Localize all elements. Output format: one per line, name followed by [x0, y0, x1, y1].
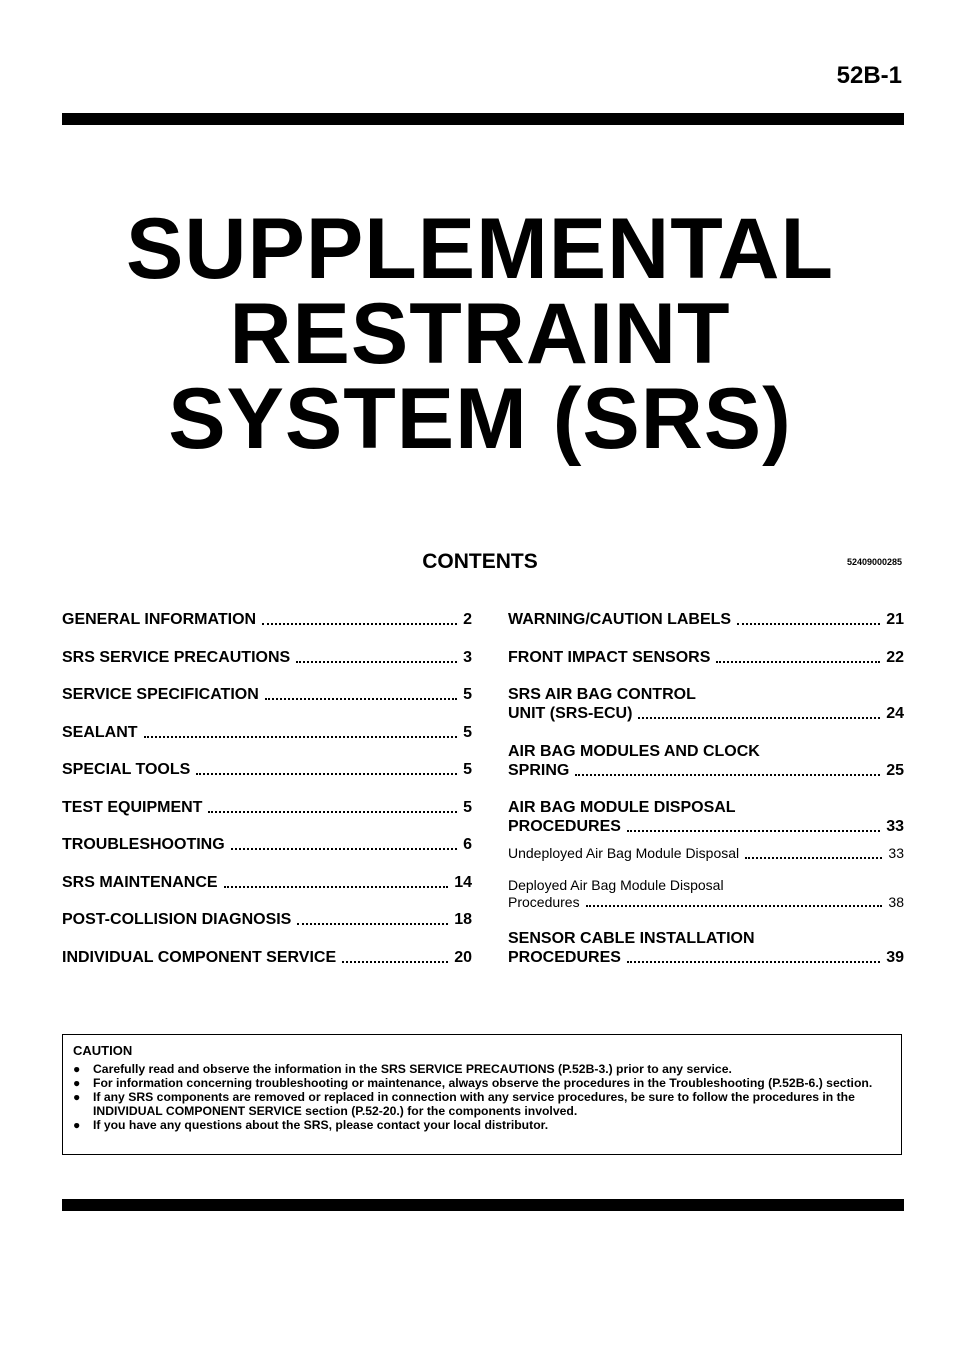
caution-list [73, 1062, 891, 1132]
toc-entry[interactable]: SEALANT 5 [62, 723, 472, 741]
caution-item: ● If any SRS components are removed or replaced in connection with any service procedures, be sure to follow the procedures in the INDIVIDUAL COMPONENT SERVICE section (P.52-20.) for the components involved. [73, 1090, 855, 1118]
toc-entry[interactable]: SRS AIR BAG CONTROL UNIT (SRS-ECU) 24 [508, 686, 904, 722]
toc-entry[interactable]: SPECIAL TOOLS 5 [62, 761, 472, 778]
contents-heading: CONTENTS [422, 550, 538, 573]
toc-entry[interactable]: FRONT IMPACT SENSORS 22 [508, 648, 904, 666]
toc-entry[interactable]: WARNING/CAUTION LABELS 21 [508, 611, 904, 628]
caution-box [62, 1034, 902, 1155]
toc-entry[interactable]: GENERAL INFORMATION 2 [62, 611, 472, 628]
title-line: SUPPLEMENTAL [126, 201, 834, 297]
toc-subentry[interactable]: Undeployed Air Bag Module Disposal 33 [508, 845, 904, 861]
document-title [0, 201, 960, 467]
bullet-icon: ● [73, 1062, 81, 1076]
toc-entry[interactable]: SERVICE SPECIFICATION 5 [62, 686, 472, 703]
top-rule [62, 113, 904, 125]
bullet-icon: ● [73, 1090, 81, 1104]
toc-entry[interactable]: AIR BAG MODULES AND CLOCK SPRING 25 [508, 742, 904, 779]
bullet-icon: ● [73, 1118, 81, 1132]
caution-item: ● Carefully read and observe the information in the SRS SERVICE PRECAUTIONS (P.52B-3.) prior to any service. [73, 1062, 732, 1076]
document-code: 52409000285 [846, 557, 902, 567]
toc-entry[interactable]: SRS SERVICE PRECAUTIONS 3 [62, 648, 472, 666]
bottom-rule [62, 1199, 904, 1211]
bullet-icon: ● [73, 1076, 81, 1090]
toc-right-column [508, 610, 904, 986]
caution-item: ● For information concerning troubleshooting or maintenance, always observe the procedures in the Troubleshooting (P.52B-6.) section. [73, 1076, 873, 1090]
title-line: RESTRAINT [229, 286, 731, 382]
toc-entry[interactable]: SENSOR CABLE INSTALLATION PROCEDURES 39 [508, 930, 904, 966]
toc-entry[interactable]: INDIVIDUAL COMPONENT SERVICE 20 [62, 948, 472, 966]
title-line: SYSTEM (SRS) [168, 371, 792, 467]
toc-subentry[interactable]: Deployed Air Bag Module Disposal Procedures 38 [508, 877, 904, 910]
toc-entry[interactable]: SRS MAINTENANCE 14 [62, 873, 472, 891]
caution-item: ● If you have any questions about the SRS, please contact your local distributor. [73, 1118, 549, 1132]
toc-left-column [62, 610, 472, 985]
toc-entry[interactable]: TEST EQUIPMENT 5 [62, 798, 472, 816]
page-number: 52B-1 [836, 62, 902, 89]
caution-title: CAUTION [73, 1043, 133, 1058]
toc-entry[interactable]: AIR BAG MODULE DISPOSAL PROCEDURES 33 [508, 799, 904, 835]
toc-entry[interactable]: POST-COLLISION DIAGNOSIS 18 [62, 911, 472, 928]
toc-entry[interactable]: TROUBLESHOOTING 6 [62, 836, 472, 853]
